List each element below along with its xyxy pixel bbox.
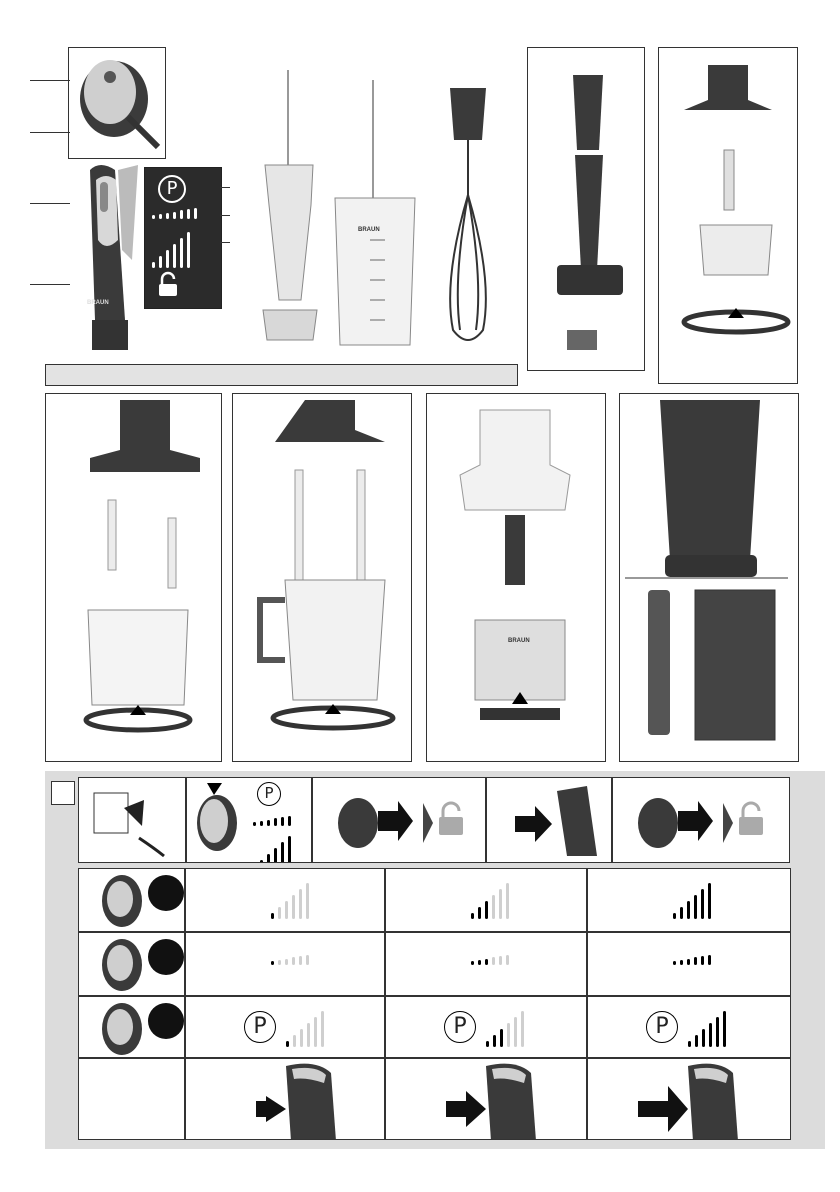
speed-bar [159, 256, 162, 268]
leader-line [30, 203, 70, 204]
speed-bar [300, 1029, 303, 1047]
speed-cell [587, 1058, 791, 1140]
speed-bar [485, 959, 488, 965]
speed-bar [278, 960, 281, 965]
speed-bar [493, 1035, 496, 1047]
speed-cell [185, 932, 385, 996]
speed-bar [274, 818, 277, 826]
speed-bar [187, 232, 190, 268]
speed-row-header [78, 932, 185, 996]
whisk-illustration [438, 80, 498, 350]
speed-bar [673, 961, 676, 965]
speed-bar [673, 913, 676, 919]
speed-bar [288, 836, 291, 863]
unlock-arrow-illustration-2 [633, 793, 773, 853]
speed-bar [180, 238, 183, 268]
speed-bar [485, 901, 488, 919]
control-head-thumb [94, 871, 185, 931]
variable-speed-icon-step [253, 836, 291, 863]
speed-bar [306, 883, 309, 919]
ice-crusher-illustration [440, 410, 590, 740]
speed-bar [281, 842, 284, 863]
speed-cell [185, 1058, 385, 1140]
speed-bar [166, 213, 169, 219]
stand-illustration [640, 400, 790, 750]
pulse-symbol-cell: P [244, 1011, 276, 1043]
speed-bar [486, 1041, 489, 1047]
speed-cell [587, 932, 791, 996]
speed-bar [500, 1029, 503, 1047]
speed-bar [499, 956, 502, 965]
speed-bar [694, 957, 697, 965]
leader-line [220, 187, 230, 188]
speed-bar [687, 901, 690, 919]
speed-bar [180, 210, 183, 219]
speed-bar [695, 1035, 698, 1047]
chopper-1-illustration [70, 400, 220, 750]
speed-bar [708, 955, 711, 965]
speed-meter [271, 955, 309, 965]
speed-meter [471, 955, 509, 965]
speed-bar [687, 959, 690, 965]
speed-row-header [78, 1058, 185, 1140]
speed-bar [271, 913, 274, 919]
speed-bar [492, 895, 495, 919]
variable-speed-icon-display [152, 232, 190, 268]
speed-bar [292, 957, 295, 965]
control-head-speed [192, 783, 252, 863]
speed-bar [288, 816, 291, 826]
speed-bar [471, 961, 474, 965]
speed-bar [321, 1011, 324, 1047]
masher-illustration [545, 70, 635, 360]
dotted-speed-icon-display [152, 208, 197, 219]
speed-bar [194, 208, 197, 219]
speed-bar [281, 817, 284, 826]
speed-meter [286, 1011, 324, 1047]
speed-meter [673, 955, 711, 965]
speed-bar [506, 883, 509, 919]
caption-bar [45, 364, 518, 386]
speed-bar [285, 959, 288, 965]
speed-meter [688, 1011, 726, 1047]
speed-bar [688, 1041, 691, 1047]
press-trigger-illustration [206, 1061, 385, 1140]
control-head-thumb [94, 935, 185, 995]
speed-bar [521, 1011, 524, 1047]
speed-bar [514, 1017, 517, 1047]
speed-bar [152, 262, 155, 268]
speed-bar [709, 1023, 712, 1047]
speed-bar [278, 907, 281, 919]
speed-bar [314, 1017, 317, 1047]
pulse-symbol-step: P [257, 782, 281, 806]
speed-bar [267, 820, 270, 826]
speed-cell [385, 996, 587, 1058]
speed-bar [173, 244, 176, 268]
step-unlock-1 [312, 777, 486, 863]
speed-bar [285, 901, 288, 919]
speed-bar [307, 1023, 310, 1047]
brand-logo-handle: BRAUN [87, 300, 109, 306]
leader-line [30, 284, 70, 285]
speed-bar [173, 212, 176, 220]
speed-bar [152, 215, 155, 219]
speed-bar [253, 822, 256, 826]
speed-bar [274, 848, 277, 863]
speed-meter [673, 883, 711, 919]
small-chopper-illustration [680, 60, 800, 350]
speed-bar [260, 821, 263, 826]
leader-line [220, 215, 230, 216]
dotted-speed-icon-step [253, 816, 291, 826]
brand-logo-beaker: BRAUN [358, 227, 380, 233]
speed-bar [271, 961, 274, 965]
control-head-thumb [94, 999, 185, 1058]
step-plug-in [78, 777, 186, 863]
speed-cell [587, 996, 791, 1058]
speed-bar [702, 1029, 705, 1047]
speed-bar [267, 854, 270, 863]
leader-line [30, 132, 70, 133]
control-head-illustration [68, 47, 164, 157]
pulse-symbol-cell: P [444, 1011, 476, 1043]
speed-meter [471, 883, 509, 919]
jug-chopper-illustration [245, 400, 405, 750]
speed-bar [680, 907, 683, 919]
leader-line [30, 80, 70, 81]
speed-bar [159, 214, 162, 219]
press-trigger-illustration [406, 1061, 586, 1140]
speed-bar [260, 860, 263, 863]
speed-cell [385, 1058, 587, 1140]
step-hold [486, 777, 612, 863]
blender-shaft-illustration [255, 70, 325, 350]
step-set-speed [186, 777, 312, 863]
speed-bar [292, 895, 295, 919]
speed-meter [271, 883, 309, 919]
speed-bar [299, 889, 302, 919]
speed-row-header [78, 996, 185, 1058]
brand-logo-crusher: BRAUN [508, 638, 530, 644]
speed-row-header [78, 868, 185, 932]
speed-cell [185, 996, 385, 1058]
leader-line [220, 242, 230, 243]
speed-bar [723, 1011, 726, 1047]
press-trigger-illustration [608, 1061, 788, 1140]
pulse-symbol-cell: P [646, 1011, 678, 1043]
speed-bar [286, 1041, 289, 1047]
speed-bar [680, 960, 683, 965]
speed-bar [716, 1017, 719, 1047]
beaker-illustration [330, 80, 420, 350]
pulse-symbol-display: P [158, 175, 186, 203]
speed-bar [492, 957, 495, 965]
speed-cell [385, 932, 587, 996]
plug-illustration [94, 788, 174, 858]
speed-bar [499, 889, 502, 919]
panel-label-box [51, 781, 75, 805]
speed-bar [299, 956, 302, 965]
speed-bar [478, 907, 481, 919]
unlock-icon [156, 272, 180, 298]
speed-cell [587, 868, 791, 932]
speed-bar [166, 250, 169, 268]
speed-bar [701, 889, 704, 919]
step-unlock-2 [612, 777, 790, 863]
speed-meter [486, 1011, 524, 1047]
speed-bar [293, 1035, 296, 1047]
speed-bar [306, 955, 309, 965]
speed-bar [506, 955, 509, 965]
speed-bar [694, 895, 697, 919]
speed-bar [187, 209, 190, 219]
speed-cell [185, 868, 385, 932]
speed-bar [471, 913, 474, 919]
speed-cell [385, 868, 587, 932]
unlock-arrow-illustration [333, 793, 473, 853]
speed-bar [478, 960, 481, 965]
speed-bar [507, 1023, 510, 1047]
hand-blender-motor-part [70, 160, 150, 360]
hand-hold-illustration [507, 786, 607, 861]
speed-bar [701, 956, 704, 965]
speed-bar [708, 883, 711, 919]
